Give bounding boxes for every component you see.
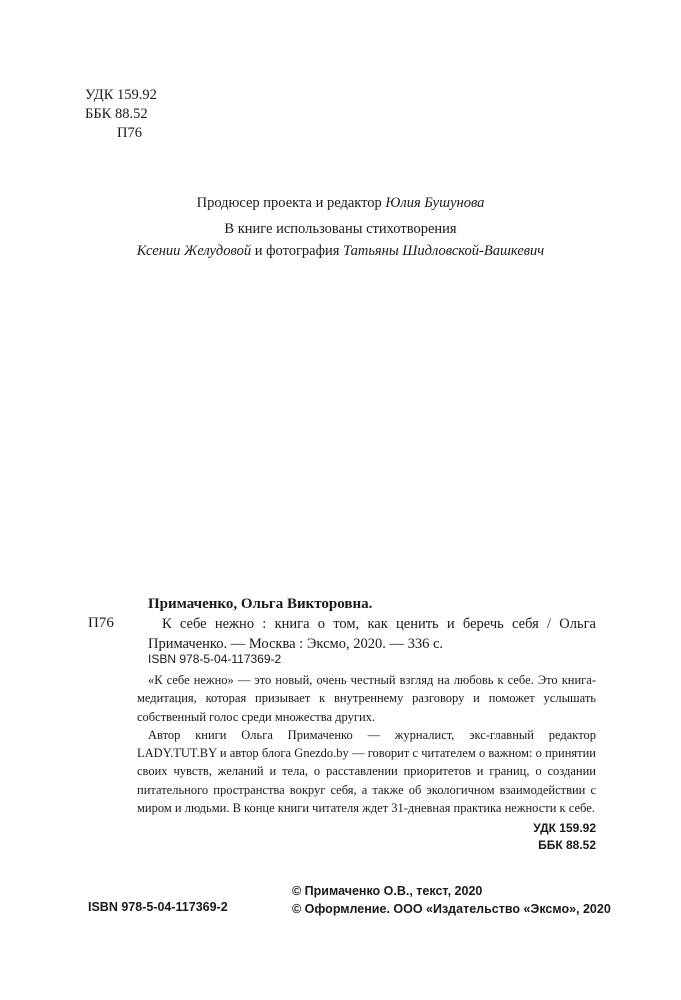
footer-isbn: ISBN 978-5-04-117369-2: [88, 900, 228, 914]
bibliographic-text: К себе нежно : книга о том, как ценить и беречь себя / Ольга Примаченко. — Москва : Эксмо, 2020. — 336 с.: [148, 616, 596, 652]
poems-line: В книге использованы стихотворения: [224, 221, 457, 237]
record-author: Примаченко, Ольга Викторовна.: [148, 596, 373, 612]
copyright-text: © Примаченко О.В., текст, 2020: [292, 884, 483, 898]
bbk-code: ББК 88.52: [85, 106, 148, 122]
annotation-paragraph-1: «К себе нежно» — это новый, очень честный взгляд на любовь к себе. Это книга-медитация, которая призывает к внутреннему разговору и поможет услышать собственный голос среди множества других.: [137, 673, 596, 724]
classification-codes-bottom: [504, 820, 596, 854]
annotation: [137, 671, 596, 817]
copyright-block: [292, 882, 611, 918]
poems-credit: [0, 218, 681, 262]
classification-codes-top: [85, 86, 157, 143]
photo-author: Татьяны Шидловской-Вашкевич: [343, 243, 545, 259]
udk-code-bottom: УДК 159.92: [533, 821, 596, 835]
bibliographic-description: [148, 614, 596, 654]
poems-author: Ксении Желудовой: [136, 243, 252, 259]
producer-credit: [0, 192, 681, 214]
record-author-mark: П76: [88, 615, 114, 631]
udk-code: УДК 159.92: [85, 87, 157, 103]
author-mark: П76: [117, 125, 142, 141]
bbk-code-bottom: ББК 88.52: [538, 838, 596, 852]
producer-label: Продюсер проекта и редактор: [196, 195, 382, 211]
photo-label: и фотография: [254, 243, 340, 259]
producer-name: Юлия Бушунова: [385, 195, 485, 211]
copyright-design: © Оформление. ООО «Издательство «Эксмо», 2020: [292, 902, 611, 916]
annotation-paragraph-2: Автор книги Ольга Примаченко — журналист, экс-главный редактор LADY.TUT.BY и автор блога Gnezdo.by — говорит с читателем о важном: о принятии своих чувств, желаний и тела, о расставлении приоритетов и границ, о создании питательного пространства вокруг себя, а также об экологичном взаимодействии с миром и людьми. В конце книги читателя ждет 31-дневная практика нежности к себе.: [137, 727, 596, 816]
record-isbn: ISBN 978-5-04-117369-2: [148, 652, 282, 666]
